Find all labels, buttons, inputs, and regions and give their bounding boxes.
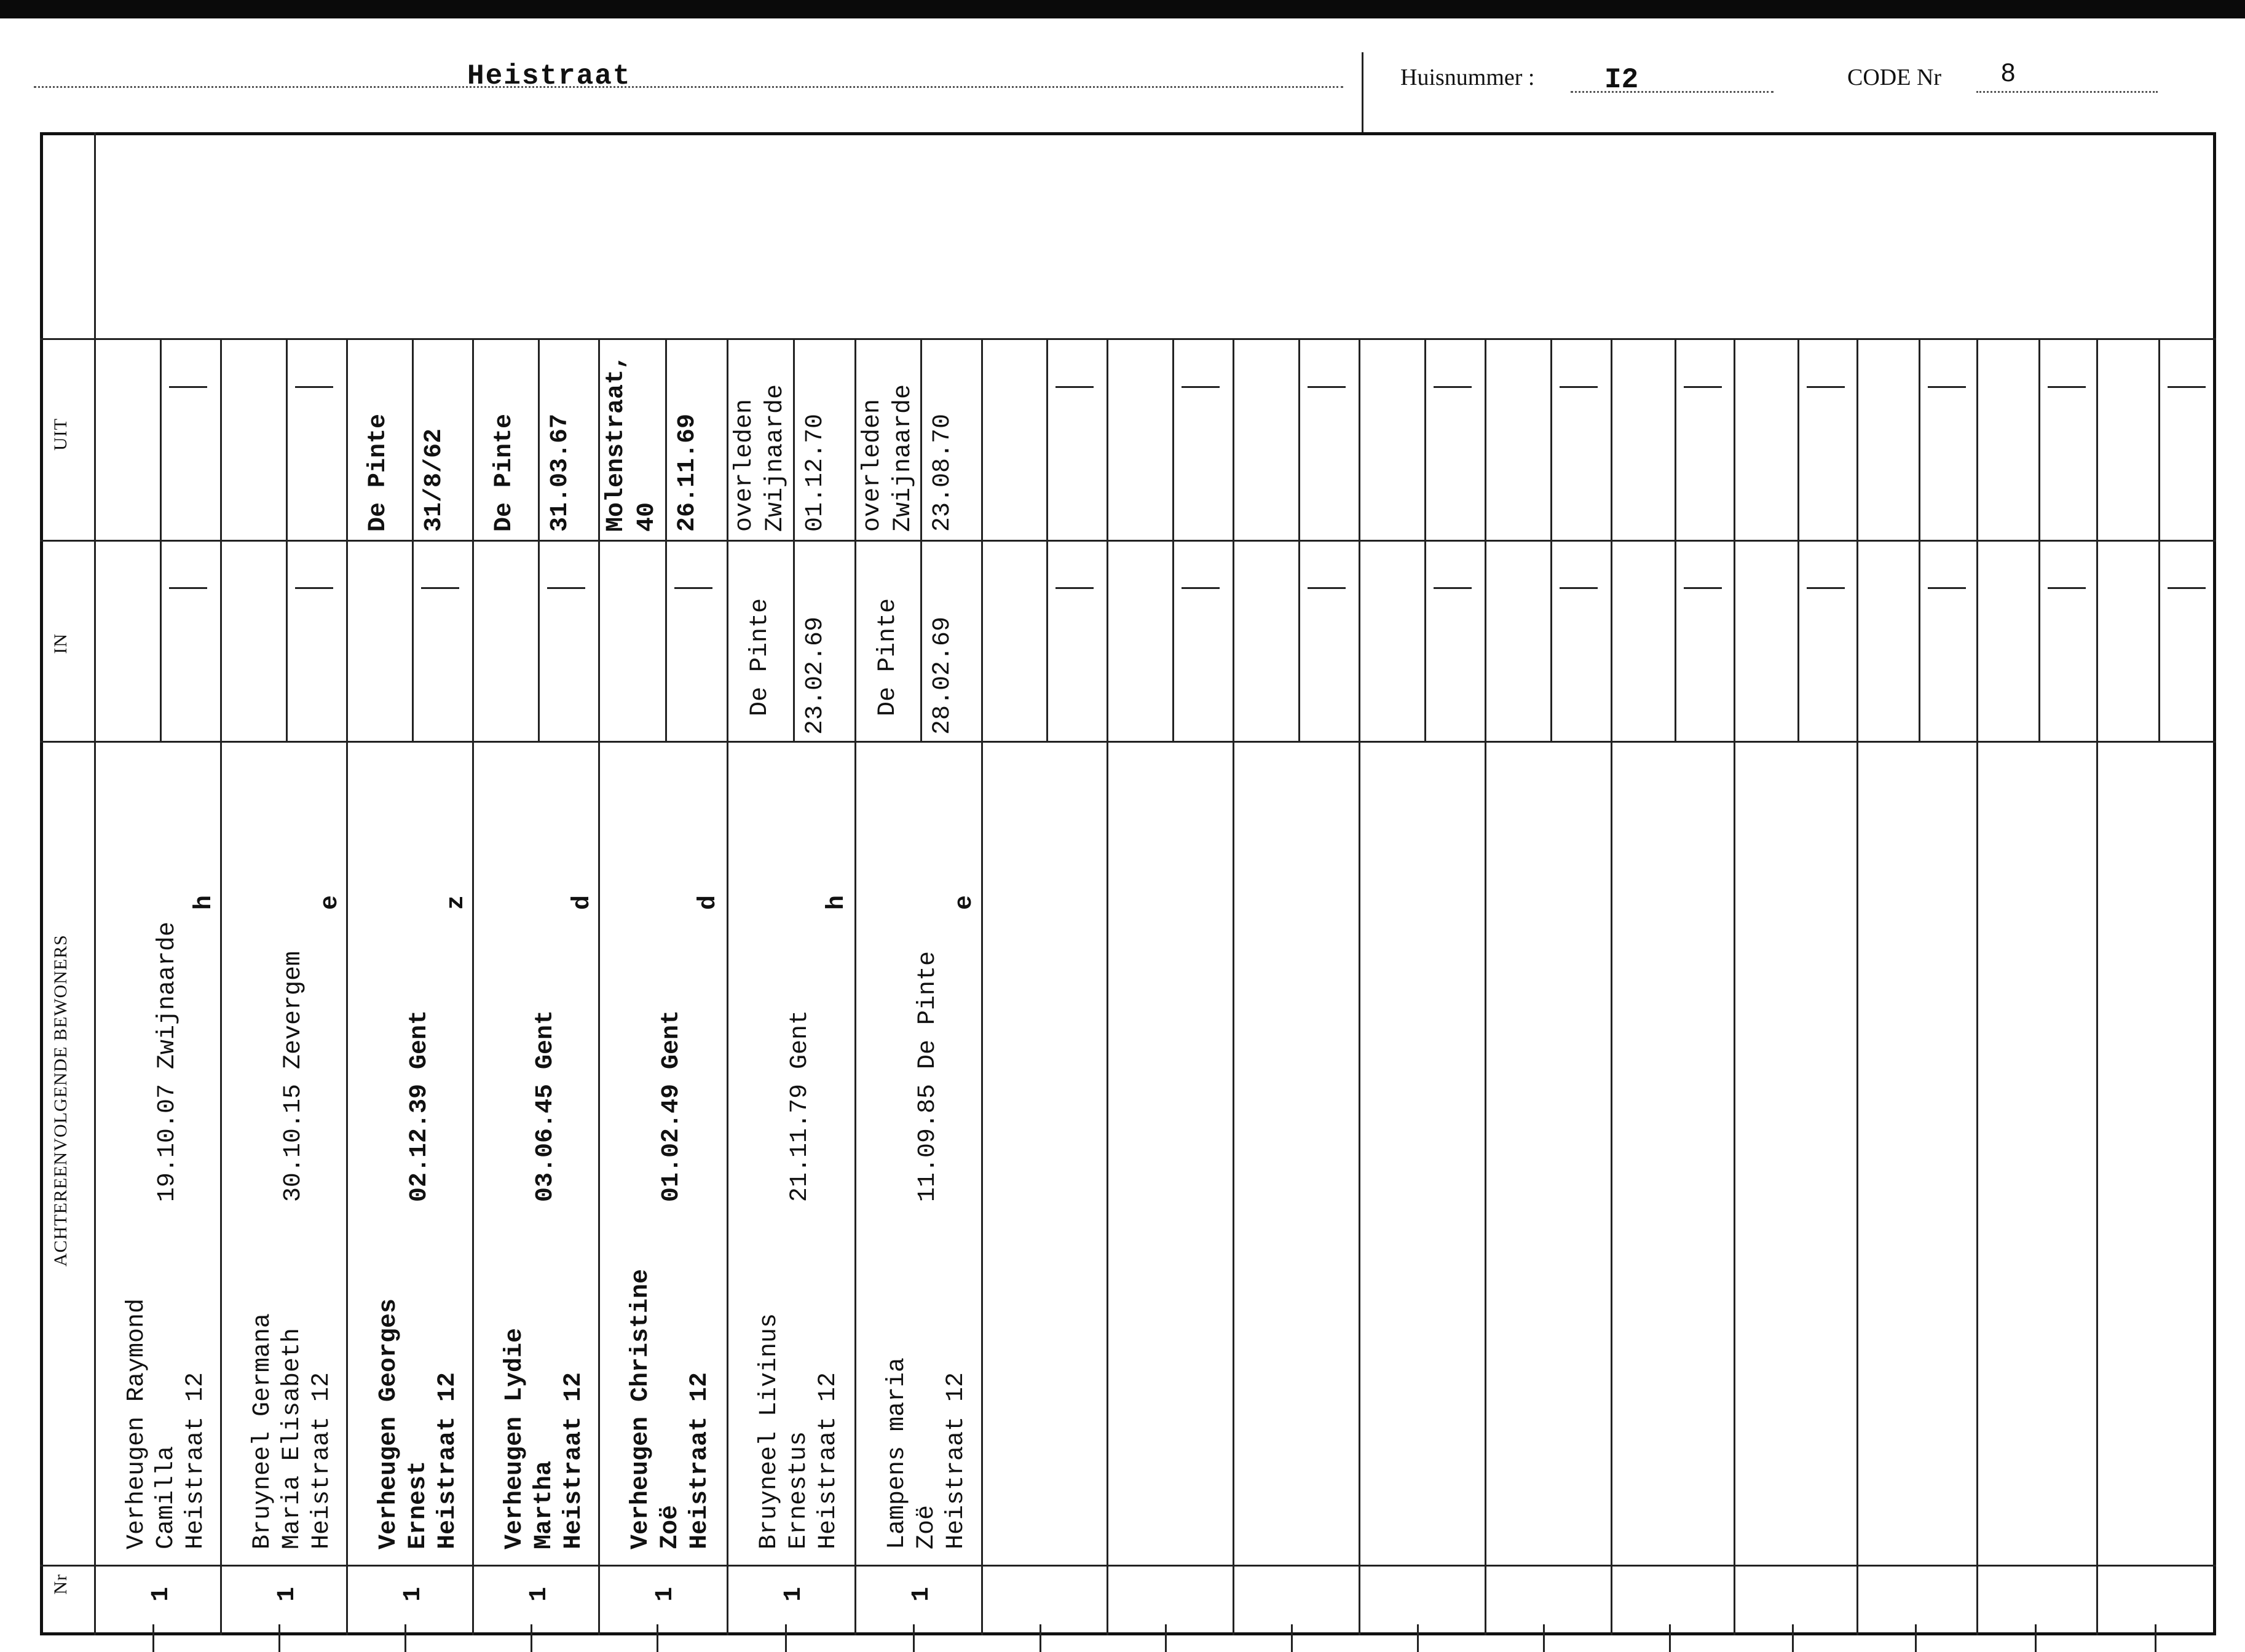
- resident-birth: 30.10.15 Zevergem: [280, 950, 307, 1202]
- bottom-tick: [1792, 1624, 1794, 1652]
- resident-birth: 19.10.07 Zwijnaarde: [154, 921, 181, 1202]
- uit-date: 31/8/62: [420, 428, 448, 532]
- uit-place: overleden Zwijnaarde: [859, 384, 917, 532]
- empty-dash: [2048, 386, 2086, 388]
- sub-column-divider: [1172, 338, 1174, 741]
- resident-number: 1: [526, 1586, 553, 1602]
- label-column-divider: [94, 132, 96, 1635]
- column-divider: [1976, 338, 1978, 1635]
- resident-number: 1: [274, 1586, 301, 1602]
- resident-relation: e: [317, 895, 344, 910]
- resident-birth: 01.02.49 Gent: [658, 1010, 685, 1202]
- empty-dash: [421, 587, 459, 589]
- column-divider: [1233, 338, 1234, 1635]
- empty-dash: [674, 587, 712, 589]
- column-divider: [598, 338, 600, 1635]
- resident-name-line: Bruyneel Livinus: [756, 1313, 783, 1549]
- empty-dash: [2048, 587, 2086, 589]
- sub-column-divider: [2158, 338, 2160, 741]
- column-divider: [854, 338, 856, 1635]
- empty-dash: [1807, 386, 1845, 388]
- empty-dash: [1182, 587, 1220, 589]
- uit-place: overleden Zwijnaarde: [731, 384, 789, 532]
- column-divider: [220, 338, 222, 1635]
- column-divider: [981, 338, 983, 1635]
- empty-dash: [1055, 587, 1094, 589]
- empty-dash: [1560, 587, 1598, 589]
- bottom-tick: [152, 1624, 154, 1652]
- sub-column-divider: [1675, 338, 1676, 741]
- resident-name-line: Verheugen Georges: [375, 1298, 403, 1549]
- resident-relation: h: [191, 895, 218, 910]
- resident-relation: h: [823, 895, 851, 910]
- uit-place: De Pinte: [491, 413, 518, 532]
- resident-number: 1: [652, 1586, 679, 1602]
- empty-dash: [2168, 587, 2206, 589]
- resident-name-line: Heistraat 12: [182, 1372, 210, 1549]
- resident-name-line: Heistraat 12: [434, 1372, 462, 1549]
- resident-number: 1: [400, 1586, 427, 1602]
- sub-column-divider: [920, 338, 922, 741]
- in-date: 23.02.69: [802, 616, 829, 735]
- resident-name-line: Lampens maria: [883, 1357, 911, 1549]
- code-value: 8: [2001, 58, 2016, 87]
- empty-dash: [295, 587, 333, 589]
- uit-date: 01.12.70: [802, 413, 829, 532]
- bottom-tick: [2035, 1624, 2037, 1652]
- sub-column-divider: [1797, 338, 1799, 741]
- street-dotted-line: [34, 86, 1343, 88]
- empty-dash: [2168, 386, 2206, 388]
- row-divider: [40, 338, 2216, 340]
- bottom-tick: [531, 1624, 532, 1652]
- code-dotted-line: [1976, 91, 2158, 93]
- bottom-tick: [1291, 1624, 1293, 1652]
- sub-column-divider: [1424, 338, 1426, 741]
- resident-relation: d: [695, 895, 722, 910]
- empty-dash: [1928, 587, 1966, 589]
- resident-name-line: Zoë: [657, 1504, 684, 1549]
- bottom-tick: [657, 1624, 658, 1652]
- empty-dash: [1684, 386, 1722, 388]
- resident-name-line: Heistraat 12: [942, 1372, 970, 1549]
- resident-relation: e: [951, 895, 979, 910]
- code-label: CODE Nr: [1847, 65, 1942, 90]
- register-table: [40, 132, 2216, 1635]
- empty-dash: [1055, 386, 1094, 388]
- row-divider: [40, 741, 2216, 743]
- column-divider: [2096, 338, 2098, 1635]
- column-divider: [1734, 338, 1735, 1635]
- sub-column-divider: [286, 338, 288, 741]
- sub-column-divider: [538, 338, 540, 741]
- row-divider: [40, 1565, 2216, 1567]
- empty-dash: [1560, 386, 1598, 388]
- bottom-tick: [785, 1624, 787, 1652]
- resident-name-line: Zoë: [913, 1504, 941, 1549]
- bottom-tick: [913, 1624, 915, 1652]
- column-divider: [1856, 338, 1858, 1635]
- column-divider: [1611, 338, 1612, 1635]
- column-divider: [1485, 338, 1486, 1635]
- sub-column-divider: [1298, 338, 1300, 741]
- column-divider: [1359, 338, 1360, 1635]
- column-divider: [1107, 338, 1108, 1635]
- resident-name-line: Verheugen Lydie: [501, 1327, 529, 1549]
- scan-top-border: [0, 0, 2245, 18]
- resident-name-line: Heistraat 12: [308, 1372, 336, 1549]
- house-number-dotted-line: [1571, 91, 1774, 93]
- resident-name-line: Ernestus: [785, 1431, 813, 1549]
- resident-name-line: Heistraat 12: [686, 1372, 714, 1549]
- bottom-tick: [2155, 1624, 2156, 1652]
- in-place: De Pinte: [874, 598, 902, 716]
- resident-name-line: Heistraat 12: [560, 1372, 588, 1549]
- row-label-in: IN: [50, 633, 71, 654]
- bottom-tick: [278, 1624, 280, 1652]
- bottom-tick: [404, 1624, 406, 1652]
- resident-name-line: Verheugen Christine: [627, 1268, 655, 1549]
- empty-dash: [1308, 386, 1346, 388]
- empty-dash: [1684, 587, 1722, 589]
- house-number-label: Huisnummer :: [1400, 65, 1535, 90]
- resident-name-line: Martha: [531, 1460, 558, 1549]
- empty-dash: [169, 386, 207, 388]
- sub-column-divider: [412, 338, 414, 741]
- bottom-tick: [1417, 1624, 1419, 1652]
- row-label-bewoners: ACHTEREENVOLGENDE BEWONERS: [50, 935, 71, 1267]
- resident-name-line: Camilla: [152, 1445, 180, 1549]
- column-divider: [727, 338, 728, 1635]
- sub-column-divider: [665, 338, 667, 741]
- resident-name-line: Ernest: [404, 1460, 432, 1549]
- sub-column-divider: [160, 338, 162, 741]
- bottom-tick: [1543, 1624, 1545, 1652]
- resident-birth: 03.06.45 Gent: [532, 1010, 559, 1202]
- in-date: 28.02.69: [929, 616, 957, 735]
- resident-name-line: Maria Elisabeth: [278, 1327, 306, 1549]
- uit-place: Molenstraat, 40: [602, 354, 661, 532]
- in-place: De Pinte: [746, 598, 774, 716]
- row-divider: [40, 540, 2216, 542]
- empty-dash: [547, 587, 585, 589]
- uit-place: De Pinte: [365, 413, 392, 532]
- empty-dash: [1928, 386, 1966, 388]
- sub-column-divider: [1550, 338, 1552, 741]
- bottom-tick: [1669, 1624, 1671, 1652]
- resident-birth: 11.09.85 De Pinte: [914, 950, 942, 1202]
- sub-column-divider: [793, 338, 795, 741]
- empty-dash: [295, 386, 333, 388]
- resident-number: 1: [148, 1586, 175, 1602]
- row-label-nr: Nr: [50, 1574, 71, 1595]
- resident-name-line: Verheugen Raymond: [123, 1298, 151, 1549]
- uit-date: 26.11.69: [674, 413, 701, 532]
- row-label-uit: UIT: [50, 418, 71, 451]
- empty-dash: [169, 587, 207, 589]
- uit-date: 31.03.67: [546, 413, 574, 532]
- resident-name-line: Heistraat 12: [815, 1372, 842, 1549]
- resident-number: 1: [780, 1586, 808, 1602]
- resident-relation: z: [443, 895, 470, 910]
- bottom-tick: [1040, 1624, 1041, 1652]
- uit-date: 23.08.70: [929, 413, 957, 532]
- empty-dash: [1434, 587, 1472, 589]
- sub-column-divider: [1046, 338, 1048, 741]
- resident-birth: 02.12.39 Gent: [406, 1010, 433, 1202]
- resident-relation: d: [569, 895, 596, 910]
- house-number-value: I2: [1604, 64, 1639, 96]
- bottom-tick: [1165, 1624, 1167, 1652]
- sub-column-divider: [1919, 338, 1920, 741]
- street-name: Heistraat: [467, 60, 631, 92]
- empty-dash: [1434, 386, 1472, 388]
- bottom-tick: [1915, 1624, 1917, 1652]
- column-divider: [472, 338, 474, 1635]
- column-divider: [346, 338, 348, 1635]
- resident-name-line: Bruyneel Germana: [249, 1313, 277, 1549]
- header-divider: [1362, 52, 1363, 135]
- resident-birth: 21.11.79 Gent: [786, 1010, 814, 1202]
- sub-column-divider: [2038, 338, 2040, 741]
- empty-dash: [1807, 587, 1845, 589]
- empty-dash: [1182, 386, 1220, 388]
- empty-dash: [1308, 587, 1346, 589]
- resident-number: 1: [908, 1586, 936, 1602]
